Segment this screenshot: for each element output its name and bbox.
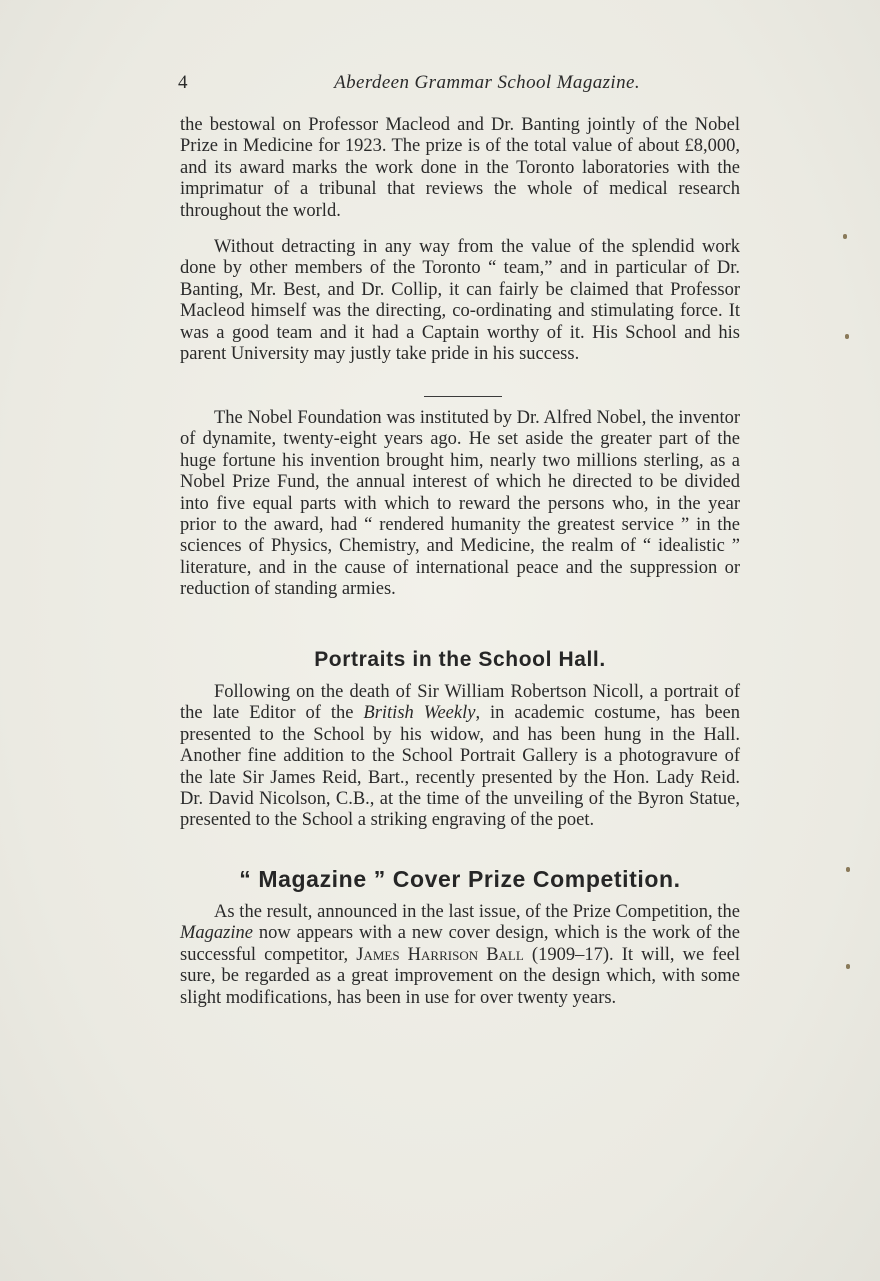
paragraph-toronto-team: Without detracting in any way from the value of the splendid work done by other members of the Toronto “ team,” and in particular of Dr. Banting, Mr. Best, and Dr. Collip, it can fairly be claimed that Professor Macleod himself was the directing, co-ordinating and stimulating force. It was a good team and it had a Captain worthy of it. His School and his parent University may justly take pride in his success. (180, 237, 740, 365)
page-header (178, 72, 640, 96)
heading-portraits: Portraits in the School Hall. (314, 648, 606, 671)
margin-speck (845, 334, 849, 339)
paragraph-cover-competition (180, 902, 740, 1009)
paragraph-portraits (180, 682, 740, 832)
running-title: Aberdeen Grammar School Magazine. (334, 72, 640, 93)
competition-text-c: (1909–17). It will, we feel sure, be regarded as a great improvement on the design which, with some slight modifications, has been in use for over twenty years. (180, 944, 741, 1008)
competition-text-b: now appears with a new cover design, which is the work of the successful competitor, (180, 923, 740, 965)
portraits-text-a: Following on the death of Sir William Robertson Nicoll, a portrait of the late Editor of the (180, 682, 740, 724)
magazine-title: Magazine (180, 923, 253, 944)
british-weekly-title: British Weekly (363, 703, 476, 724)
section-divider (424, 396, 502, 397)
heading-cover-competition: “ Magazine ” Cover Prize Competition. (239, 866, 681, 892)
margin-speck (846, 867, 850, 872)
paragraph-nobel-foundation: The Nobel Foundation was instituted by Dr. Alfred Nobel, the inventor of dynamite, twenty-eight years ago. He set aside the greater part of the huge fortune his invention brought him, nearly two millions sterling, as a Nobel Prize Fund, the annual interest of which he directed to be divided into five equal parts with which to reward the persons who, in the year prior to the award, had “ rendered humanity the greatest service ” in the sciences of Physics, Chemistry, and Medicine, the realm of “ idealistic ” literature, and in the cause of international peace and the suppression or reduction of standing armies. (180, 408, 740, 600)
margin-speck (846, 964, 850, 969)
portraits-text-b: , in academic costume, has been presented to the School by his widow, and has been hung in the Hall. Another fine addition to the School Portrait Gallery is a photogravure of the late Sir James Reid, Bart., recently presented by the Hon. Lady Reid. Dr. David Nicolson, C.B., at the time of the unveiling of the Byron Statue, presented to the School a striking engraving of the poet. (180, 703, 741, 831)
competition-text-a: As the result, announced in the last issue, of the Prize Competition, the (214, 902, 740, 922)
page-number: 4 (178, 72, 188, 93)
winner-name: James Harrison Ball (356, 944, 524, 965)
paragraph-nobel-prize: the bestowal on Professor Macleod and Dr. Banting jointly of the Nobel Prize in Medicine for 1923. The prize is of the total value of about £8,000, and its award marks the work done in the Toronto laboratories with the imprimatur of a tribunal that reviews the whole of medical research throughout the world. (180, 115, 740, 221)
margin-speck (843, 234, 847, 239)
